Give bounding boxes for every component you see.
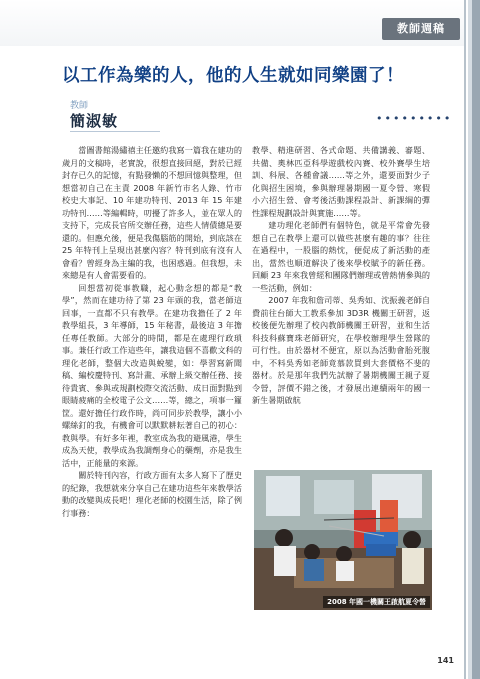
page-number: 141 (437, 656, 454, 665)
classroom-photo-illustration (254, 470, 432, 610)
article-right-column (252, 144, 430, 407)
paragraph: 教學、精進研習、各式命題、共備講義、審題、共備、奧林匹亞科學遊戲校內賽、校外賽學生培訓、科展、各種會議……等之外，還要面對少子化與招生困境，參與辦理暑期國一夏令營、寒假小六招生營、會考後活動課程設計、新課綱的彈性課程規劃設計與實施……等。 (252, 145, 430, 218)
column-badge: 教師週稿 (382, 18, 460, 40)
article-headline: 以工作為樂的人，他的人生就如同樂園了！ (62, 66, 404, 86)
author-divider (70, 131, 160, 132)
photo-caption: 2008 年國一機關王啟航夏令營 (323, 596, 430, 608)
page-edge-stripe (464, 0, 466, 679)
page-edge-stripe (472, 0, 480, 679)
author-name: 簡淑敏 (70, 112, 119, 130)
author-dots-ornament: ••••••••• (376, 112, 453, 125)
paragraph: 關於特刊內容，行政方面有太多人寫下了歷史的紀錄，我想就來分享自己在建功這些年來教學活動的改變與成長吧！理化老師的校園生活，除了例行事務： (62, 470, 242, 518)
paragraph: 2007 年我和詹司蒂、吳秀如、沈振義老師自費前往台師大工教系參加 3D3R 機關王研習，返校後便先辦理了校內教師機關王研習，並和生活科技科蘇寶珠老師研究，在學校辦理學生營隊的可行性。由於器材不便宜，原以為活動會胎死腹中，不料吳秀如老師竟慕款買到大套價格不斐的器材。於是那年我們先試辦了暑期機關王親子夏令營，評價不錯之後，才發展出連續兩年的國一新生暑期啟航 (252, 295, 430, 405)
paragraph: 建功理化老師們有個特色，就是平常會先發想自己在教學上還可以做些甚麼有趣的事？往往在過程中，一股腦的熱忱，便促成了新活動的產出，當然也順道解決了後來學校賦予的新任務。回顧 23 年來我曾經和團隊們辦理或曾熱情參與的一些活動，例如： (252, 220, 431, 293)
author-role: 教師 (70, 101, 89, 111)
paragraph: 當圖書館湯繡禧主任邀約我寫一篇我在建功的歲月的文稿時，老實說，很想直接回絕，對於已經封存已久的記憶，有點發懶的不想回憶與整理，但想當初自己在主責 2008 年新竹市名人錄、竹市校史大事記、10 年建功特刊、2013 年 15 年建功特刊……等編輯時，叨擾了許多人，並在眾人的支持下，完成長官所交辦任務，這些人情債總是要還的。但應允後，便是我傷腦筋的開始，到底該在 25 年特刊上呈現出甚麼內容？特刊到底有沒有人會看？曾經身為主編的我，也困惑過。但我想，未來總是有人會需要看的。 (62, 145, 242, 280)
paragraph: 回想當初從事教職，起心動念想的都是“教學”，然而在建功待了第 23 年頭的我，當老師這回事，一直都不只有教學。在建功我擔任了 2 年教學組長，3 年導師，15 年秘書，最後這 3 年擔任專任教師。大部分的時間，都是在處理行政瑣事。兼任行政工作這些年，讓我這個不喜歡文科的理化老師，整個大改造與蛻變，如：學習寫新聞稿、編校慶特刊、寫計畫、承辦上級交辦任務、接待貴賓、參與或規劃校際交流活動、成日面對點到眼睛疲痛的全校電子公文……等，總之，項事一籮筐。還好擔任行政作時，尚可同步於教學，讓小小螺絲釘的我，有機會可以默默耕耘著自己的初心：教與學。有好多年裡，教室成為我的避風港，學生成為天使，教學成為我調劑身心的藥劑，亦是我生活中，正能量的來源。 (62, 282, 242, 468)
article-photo (254, 470, 432, 610)
article-left-column (62, 144, 242, 519)
page-edge-stripe (468, 0, 472, 679)
